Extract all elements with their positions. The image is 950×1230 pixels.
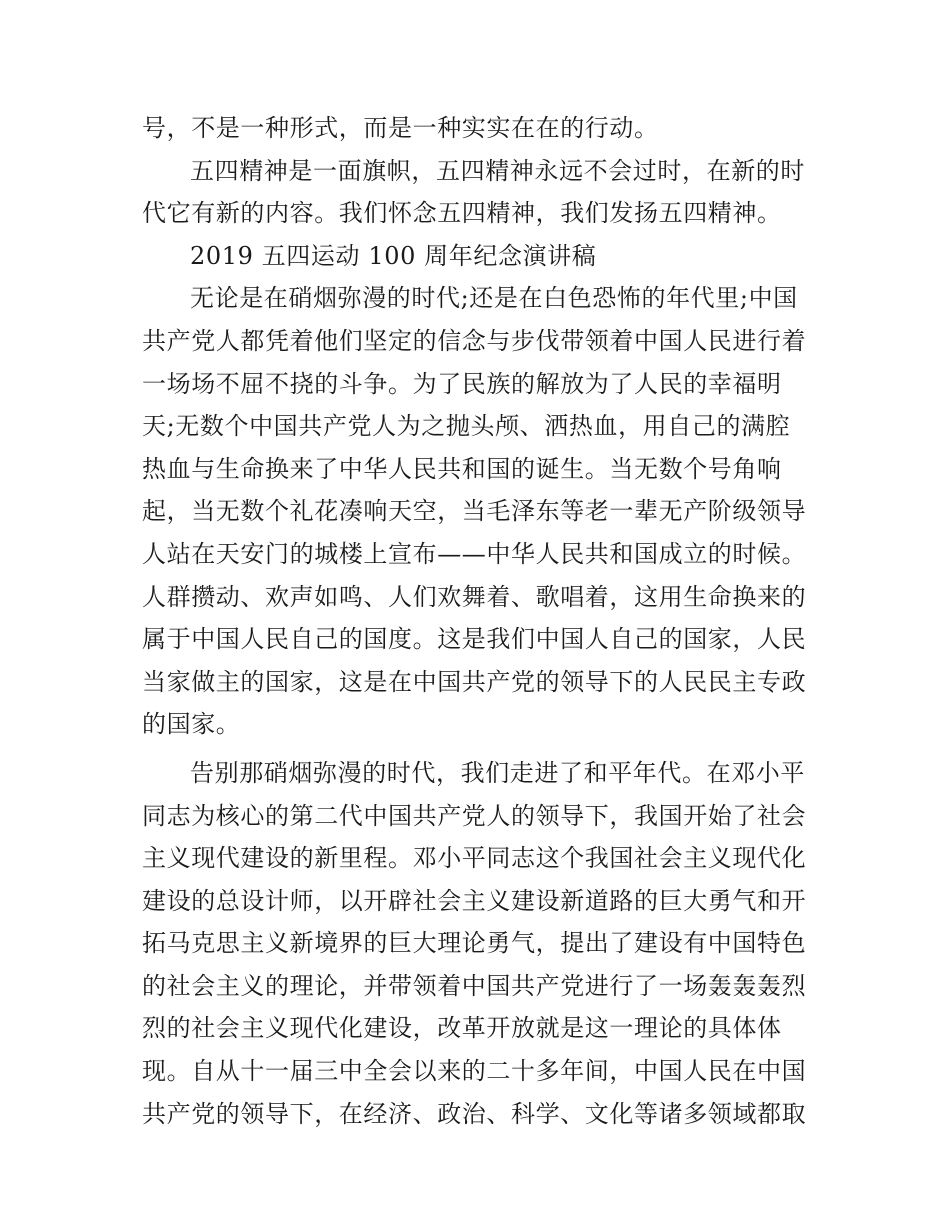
text-line: 人站在天安门的城楼上宣布——中华人民共和国成立的时候。 [142,539,807,568]
text-line: 号，不是一种形式，而是一种实实在在的行动。 [142,114,659,142]
text-line: 起，当无数个礼花凑响天空，当毛泽东等老一辈无产阶级领导 [142,497,807,526]
text-line: 的国家。 [142,710,241,739]
paragraph-first-line: 告别那硝烟弥漫的时代，我们走进了和平年代。在邓小平 [190,758,805,787]
text-line: 共产党人都凭着他们坚定的信念与步伐带领着中国人民进行着 [142,326,807,355]
paragraph-first-line: 无论是在硝烟弥漫的时代;还是在白色恐怖的年代里;中国 [190,284,798,313]
text-line: 拓马克思主义新境界的巨大理论勇气，提出了建设有中国特色 [142,929,807,958]
text-line: 建设的总设计师，以开辟社会主义建设新道路的巨大勇气和开 [142,886,807,915]
text-line: 的社会主义的理论，并带领着中国共产党进行了一场轰轰轰烈 [142,971,807,1000]
text-line: 天;无数个中国共产党人为之抛头颅、洒热血，用自己的满腔 [142,412,791,441]
text-line: 主义现代建设的新里程。邓小平同志这个我国社会主义现代化 [142,844,807,873]
text-line: 热血与生命换来了中华人民共和国的诞生。当无数个号角响 [142,454,782,483]
text-line: 同志为核心的第二代中国共产党人的领导下，我国开始了社会 [142,801,807,830]
text-line: 烈的社会主义现代化建设，改革开放就是这一理论的具体体 [142,1014,782,1043]
text-line: 代它有新的内容。我们怀念五四精神，我们发扬五四精神。 [142,199,782,228]
speech-title: 2019 五四运动 100 周年纪念演讲稿 [190,241,597,270]
paragraph-first-line: 五四精神是一面旗帜，五四精神永远不会过时，在新的时 [190,156,805,185]
text-line: 当家做主的国家，这是在中国共产党的领导下的人民民主专政 [142,667,807,696]
text-line: 人群攒动、欢声如鸣、人们欢舞着、歌唱着，这用生命换来的 [142,582,807,611]
document-body [142,107,822,1135]
text-line: 属于中国人民自己的国度。这是我们中国人自己的国家，人民 [142,625,807,654]
text-line: 现。自从十一届三中全会以来的二十多年间，中国人民在中国 [142,1057,807,1086]
text-line: 共产党的领导下，在经济、政治、科学、文化等诸多领域都取 [142,1099,807,1128]
text-line: 一场场不屈不挠的斗争。为了民族的解放为了人民的幸福明 [142,369,782,398]
